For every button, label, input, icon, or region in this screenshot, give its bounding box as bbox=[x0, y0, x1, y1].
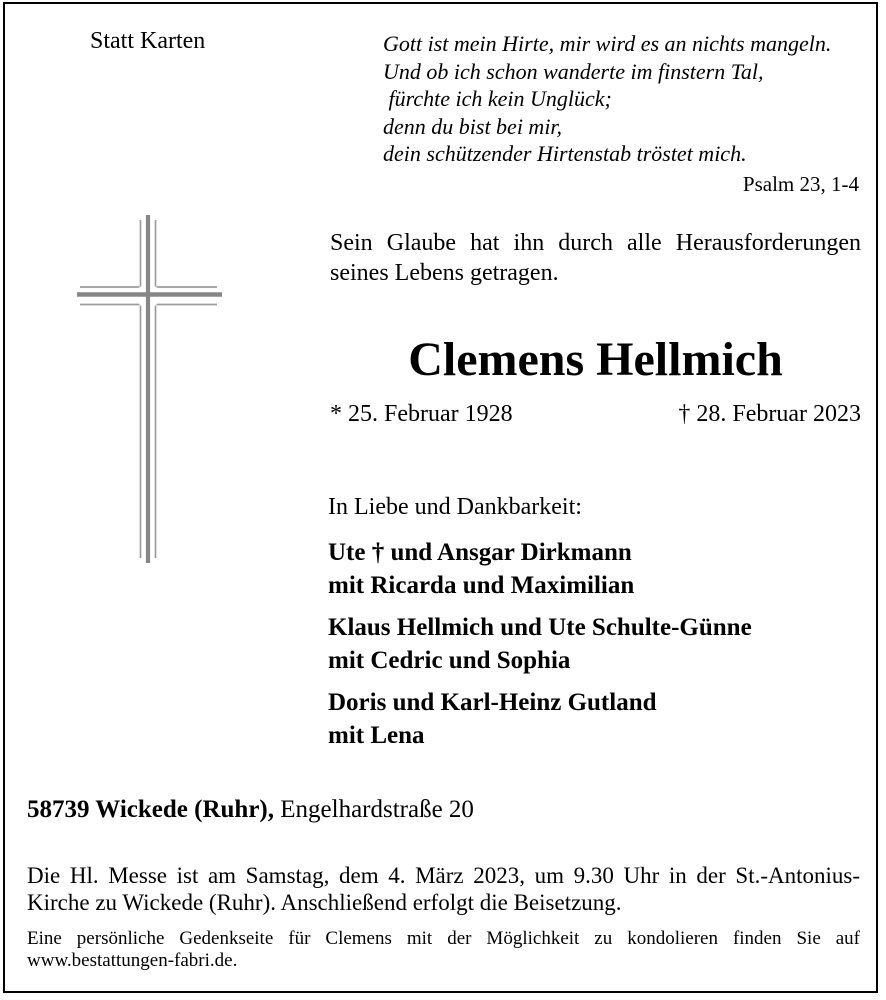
life-dates bbox=[330, 399, 861, 429]
service-line: Die Hl. Messe ist am Samstag, dem 4. März 2023, um 9.30 Uhr in der St.-Antonius- bbox=[27, 863, 860, 888]
address-city: 58739 Wickede (Ruhr), bbox=[27, 796, 274, 823]
mourner-group bbox=[328, 686, 861, 752]
intro-line: Sein Glaube hat ihn durch alle Herausforderungen bbox=[330, 230, 861, 256]
psalm-reference: Psalm 23, 1-4 bbox=[742, 171, 859, 196]
psalm-line: fürchte ich kein Unglück; bbox=[383, 86, 612, 111]
service-line: Kirche zu Wickede (Ruhr). Anschließend erfolgt die Beisetzung. bbox=[27, 890, 622, 915]
statt-karten-label: Statt Karten bbox=[90, 28, 206, 54]
birth-date: * 25. Februar 1928 bbox=[330, 401, 513, 427]
mourner-line: Ute † und Ansgar Dirkmann bbox=[328, 539, 632, 566]
tribute-heading: In Liebe und Dankbarkeit: bbox=[328, 494, 582, 520]
mourner-line: mit Lena bbox=[328, 722, 425, 749]
mourners-list bbox=[328, 536, 861, 752]
mourner-line: Klaus Hellmich und Ute Schulte-Günne bbox=[328, 614, 752, 641]
address-street: Engelhardstraße 20 bbox=[274, 796, 474, 823]
mourner-line: mit Cedric und Sophia bbox=[328, 647, 571, 674]
service-info bbox=[27, 862, 860, 916]
mourner-line: mit Ricarda und Maximilian bbox=[328, 572, 635, 599]
psalm-quote bbox=[383, 30, 859, 198]
intro-line: seines Lebens getragen. bbox=[330, 260, 559, 286]
intro-text bbox=[330, 228, 861, 288]
memorial-website-text: www.bestattungen-fabri.de. bbox=[27, 949, 238, 971]
death-date: † 28. Februar 2023 bbox=[678, 401, 861, 427]
mourner-group bbox=[328, 536, 861, 602]
psalm-line: dein schützender Hirtenstab tröstet mich. bbox=[383, 141, 747, 166]
memorial-line: Eine persönliche Gedenkseite für Clemens mit der Möglichkeit zu kondolieren finden Sie auf bbox=[27, 928, 860, 949]
mourner-line: Doris und Karl-Heinz Gutland bbox=[328, 689, 657, 716]
psalm-line: Gott ist mein Hirte, mir wird es an nichts mangeln. bbox=[383, 31, 832, 56]
memorial-info bbox=[27, 928, 860, 971]
address-line bbox=[27, 795, 474, 825]
deceased-name: Clemens Hellmich bbox=[408, 333, 783, 386]
psalm-line: Und ob ich schon wanderte im finstern Tal, bbox=[383, 58, 764, 84]
psalm-line: denn du bist bei mir, bbox=[383, 113, 563, 139]
cross-icon bbox=[70, 205, 230, 575]
mourner-group bbox=[328, 611, 861, 677]
